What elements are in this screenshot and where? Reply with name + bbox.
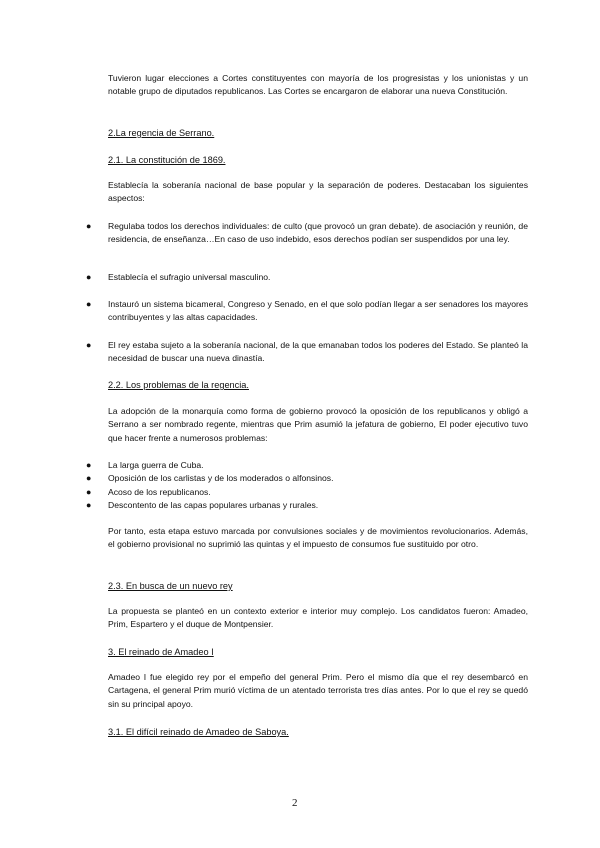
- list-item: ● Acoso de los republicanos.: [86, 486, 528, 499]
- list-item: ● El rey estaba sujeto a la soberanía nacional, de la que emanaban todos los poderes del Estado. Se planteó la necesidad de buscar una nueva dinastía.: [86, 340, 528, 364]
- bullet-icon: ●: [86, 487, 92, 497]
- heading-dificil: 3.1. El difícil reinado de Amadeo de Saboya.: [108, 727, 289, 737]
- list-item: ● Regulaba todos los derechos individuales: de culto (que provocó un gran debate). de asociación y reunión, de residencia, de enseñanza…En caso de uso indebido, esos derechos podían ser suspendidos por una ley.: [86, 221, 528, 245]
- tanto-paragraph: Por tanto, esta etapa estuvo marcada por convulsiones sociales y de movimientos revolucionarios. Además, el gobierno provisional no suprimió las quintas y el impuesto de consumos fue sustituido por otro.: [108, 526, 528, 550]
- list-item: ● La larga guerra de Cuba.: [86, 459, 528, 472]
- heading-reinado: 3. El reinado de Amadeo I: [108, 647, 214, 657]
- list-item: ● Instauró un sistema bicameral, Congreso y Senado, en el que solo podían llegar a ser senadores los mayores contribuyentes y las altas capacidades.: [86, 299, 528, 323]
- constitucion-paragraph: Establecía la soberanía nacional de base popular y la separación de poderes. Destacaban los siguientes aspectos:: [108, 180, 528, 204]
- list-item: ● Descontento de las capas populares urbanas y rurales.: [86, 499, 528, 512]
- heading-busca: 2.3. En busca de un nuevo rey: [108, 581, 233, 591]
- intro-paragraph: Tuvieron lugar elecciones a Cortes constituyentes con mayoría de los progresistas y los unionistas y un notable grupo de diputados republicanos. Las Cortes se encargaron de elaborar una nueva Constitución.: [108, 73, 528, 97]
- heading-constitucion: 2.1. La constitución de 1869.: [108, 155, 226, 165]
- bullet-icon: ●: [86, 473, 92, 483]
- bullet-icon: ●: [86, 221, 92, 231]
- bullet-icon: ●: [86, 272, 92, 282]
- problemas-paragraph: La adopción de la monarquía como forma de gobierno provocó la oposición de los republicanos y obligó a Serrano a ser nombrado regente, mientras que Prim asumió la jefatura de gobierno, El poder ejecutivo tuvo que hacer frente a numerosos problemas:: [108, 406, 528, 443]
- busca-paragraph: La propuesta se planteó en un contexto exterior e interior muy complejo. Los candidatos fueron: Amadeo, Prim, Espartero y el duque de Montpensier.: [108, 606, 528, 630]
- bullet-icon: ●: [86, 299, 92, 309]
- reinado-paragraph: Amadeo I fue elegido rey por el empeño del general Prim. Pero el mismo día que el rey desembarcó en Cartagena, el general Prim murió víctima de un atentado terrorista tres días antes. Por lo que el rey se quedó sin su principal apoyo.: [108, 672, 528, 709]
- heading-regencia: 2.La regencia de Serrano.: [108, 128, 215, 138]
- heading-problemas: 2.2. Los problemas de la regencia.: [108, 380, 249, 390]
- list-item: ● Oposición de los carlistas y de los moderados o alfonsinos.: [86, 472, 528, 485]
- list-item: ● Establecía el sufragio universal masculino.: [86, 271, 528, 284]
- bullet-icon: ●: [86, 460, 92, 470]
- page-number: 2: [292, 797, 298, 809]
- bullet-icon: ●: [86, 340, 92, 350]
- bullet-icon: ●: [86, 500, 92, 510]
